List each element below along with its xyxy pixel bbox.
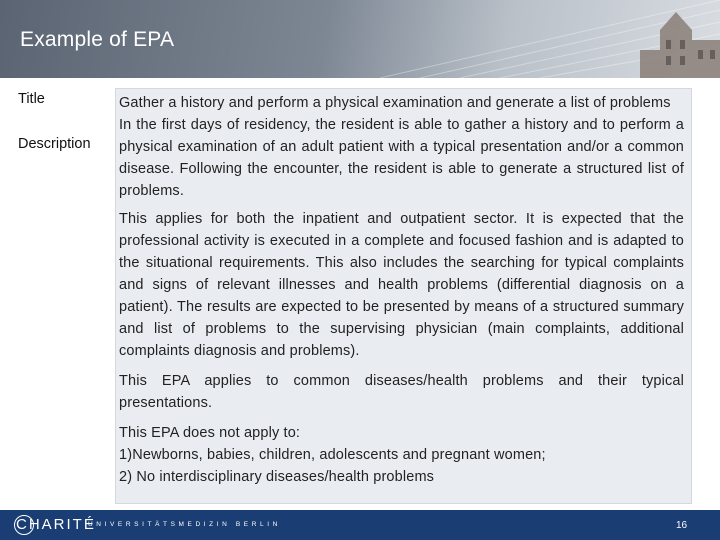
description-label: Description — [18, 136, 91, 152]
slide-header — [0, 0, 720, 78]
slide-footer — [0, 510, 720, 540]
description-paragraph-2: This applies for both the inpatient and outpatient sector. It is expected that the professional activity is executed in a complete and focused fashion and is adapted to the situational requirements. This also includes the searching for typical complaints and signs of relevant illnesses and health problems (differential diagnosis on a patient). The results are expected to be presented by means of a structured summary and list of problems to the supervising physician (main complaints, additional complaints diagnosis and problems). — [119, 211, 684, 359]
epa-text-box — [115, 88, 692, 504]
slide-title: Example of EPA — [20, 28, 175, 51]
exclusion-item-2: 2) No interdisciplinary diseases/health problems — [119, 469, 435, 485]
exclusion-item-1: 1)Newborns, babies, children, adolescents and pregnant women; — [119, 447, 546, 463]
epa-table — [12, 88, 692, 504]
charite-logo: CHARITÉ — [16, 516, 96, 533]
description-paragraph-3: This EPA applies to common diseases/health problems and their typical presentations. — [119, 373, 684, 411]
title-label: Title — [18, 91, 45, 107]
exclusions-intro: This EPA does not apply to: — [119, 425, 301, 441]
epa-title-text: Gather a history and perform a physical examination and generate a list of problems — [119, 95, 671, 111]
university-name: UNIVERSITÄTSMEDIZIN BERLIN — [88, 521, 281, 528]
page-number: 16 — [676, 520, 688, 531]
description-paragraph-1: In the first days of residency, the resident is able to gather a history and to perform a physical examination of an adult patient with a typical presentation and/or a common disease. Following the encounter, the resident is able to generate a structured list of problems. — [119, 117, 684, 199]
